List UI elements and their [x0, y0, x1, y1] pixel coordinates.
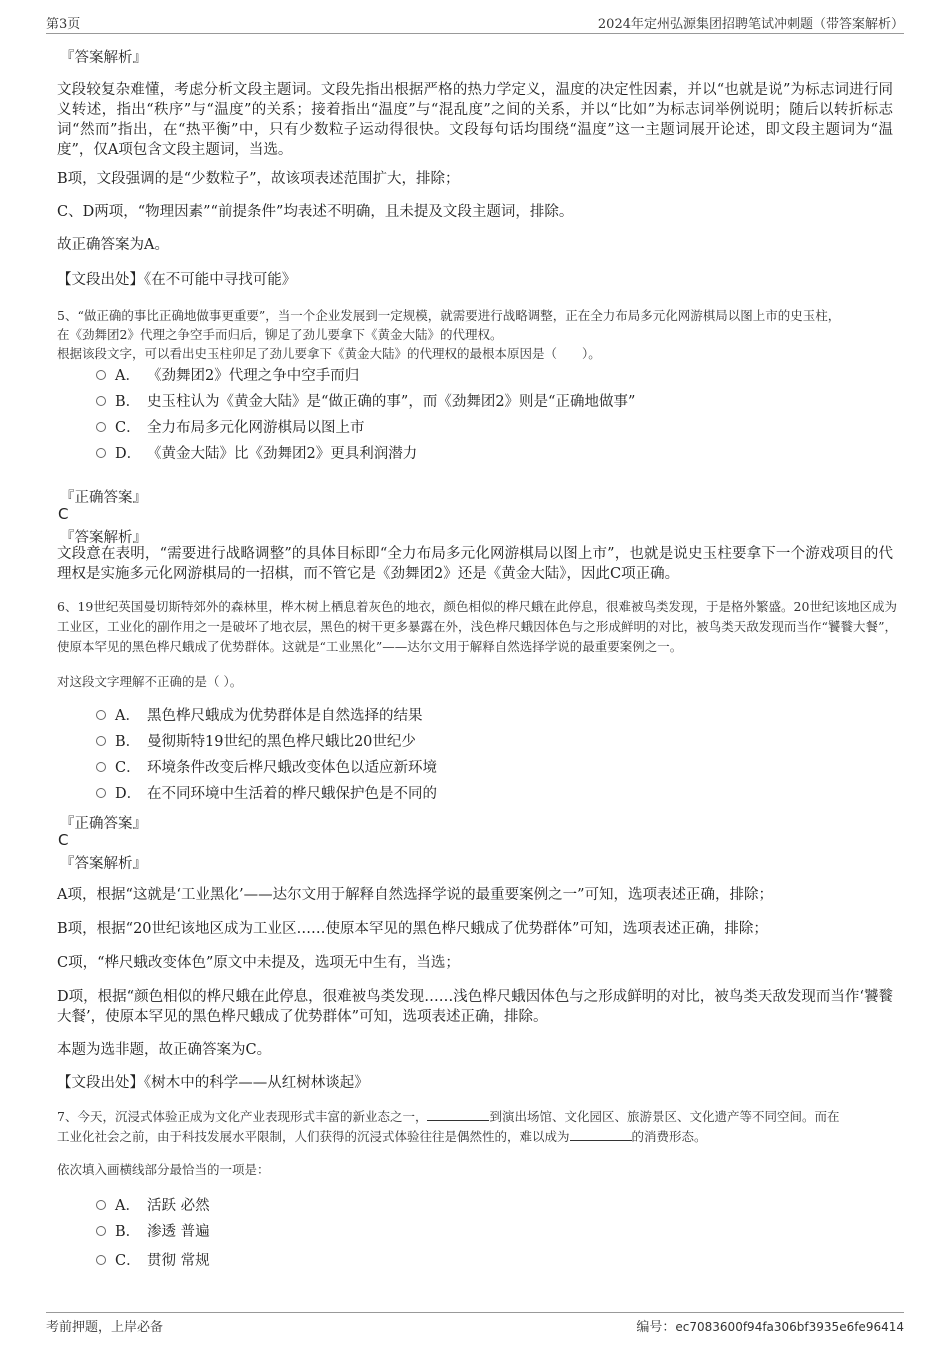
q4-analysis-cd: C、D两项，“物理因素”“前提条件”均表述不明确，且未提及文段主题词，排除。 — [57, 204, 574, 220]
q4-analysis-label: 『答案解析』 — [60, 50, 147, 66]
q7-option-b[interactable]: B． 渗透 普遍 — [96, 1222, 210, 1242]
q5-answer: C — [58, 505, 69, 523]
q4-conclusion: 故正确答案为A。 — [57, 237, 169, 253]
radio-icon[interactable] — [96, 422, 106, 432]
document-code: 编号：ec7083600f94fa306bf3935e6fe96414 — [636, 1320, 904, 1335]
document-title: 2024年定州弘源集团招聘笔试冲刺题（带答案解析） — [597, 17, 904, 32]
q6-question: 对这段文字理解不正确的是（ ）。 — [57, 674, 243, 689]
q5-option-a[interactable]: A． 《劲舞团2》代理之争中空手而归 — [96, 366, 359, 386]
q6-stem: 6、19世纪英国曼切斯特郊外的森林里，桦木树上栖息着灰色的地衣，颜色相似的桦尺蛾在此停息，很难被鸟类发现，于是格外繁盛。20世纪该地区成为工业区，工业化的副作用之一是破坏了地衣层，黑色的树干更多暴露在外，浅色桦尺蛾因体色与之形成鲜明的对比，被鸟类天敌发现而当作“饕餮大餐”，使原本罕见的黑色桦尺蛾成了优势群体。这就是“工业黑化”——达尔文用于解释自然选择学说的最重要案例之一。 — [57, 599, 897, 654]
radio-icon[interactable] — [96, 736, 106, 746]
q6-analysis-a: A项，根据“这就是‘工业黑化’——达尔文用于解释自然选择学说的最重要案例之一”可知，选项表述正确，排除； — [57, 887, 774, 903]
q7-option-c[interactable]: C． 贯彻 常规 — [96, 1251, 210, 1271]
q4-source: 【文段出处】《在不可能中寻找可能》 — [57, 272, 297, 288]
q6-option-a[interactable]: A． 黑色桦尺蛾成为优势群体是自然选择的结果 — [96, 706, 423, 726]
fill-blank-1[interactable] — [427, 1108, 489, 1121]
fill-blank-2[interactable] — [570, 1128, 632, 1141]
radio-icon[interactable] — [96, 370, 106, 380]
radio-icon[interactable] — [96, 1255, 106, 1265]
radio-icon[interactable] — [96, 710, 106, 720]
q6-analysis-b: B项，根据“20世纪该地区成为工业区……使原本罕见的黑色桦尺蛾成了优势群体”可知，选项表述正确，排除； — [57, 921, 768, 937]
q5-option-d[interactable]: D． 《黄金大陆》比《劲舞团2》更具利润潜力 — [96, 444, 417, 464]
q5-option-c[interactable]: C． 全力布局多元化网游棋局以图上市 — [96, 418, 365, 438]
q7-question: 依次填入画横线部分最恰当的一项是： — [57, 1162, 270, 1177]
radio-icon[interactable] — [96, 762, 106, 772]
radio-icon[interactable] — [96, 1200, 106, 1210]
radio-icon[interactable] — [96, 448, 106, 458]
q7-stem: 7、今天，沉浸式体验正成为文化产业表现形式丰富的新业态之一， 到演出场馆、文化园区、旅游景区、文化遗产等不同空间。而在 工业化社会之前，由于科技发展水平限制，人们获得的沉浸式体验往往是偶然性的，难以成为 的消费形态。 — [57, 1109, 840, 1144]
q7-option-a[interactable]: A． 活跃 必然 — [96, 1196, 210, 1216]
q6-conclusion: 本题为选非题，故正确答案为C。 — [57, 1042, 272, 1058]
q6-option-c[interactable]: C． 环境条件改变后桦尺蛾改变体色以适应新环境 — [96, 758, 437, 778]
q4-analysis-b: B项，文段强调的是“少数粒子”，故该项表述范围扩大，排除； — [57, 171, 460, 187]
page-footer — [46, 1312, 904, 1339]
page-header — [46, 13, 904, 34]
q6-answer-label: 『正确答案』 — [60, 816, 147, 832]
radio-icon[interactable] — [96, 1226, 106, 1236]
radio-icon[interactable] — [96, 788, 106, 798]
q6-analysis-d: D项，根据“颜色相似的桦尺蛾在此停息，很难被鸟类发现……浅色桦尺蛾因体色与之形成鲜明的对比，被鸟类天敌发现而当作‘饕餮大餐’，使原本罕见的黑色桦尺蛾成了优势群体”可知，选项表述正确，排除。 — [57, 989, 893, 1025]
q5-answer-label: 『正确答案』 — [60, 490, 147, 506]
q5-analysis-label: 『答案解析』 — [60, 530, 147, 546]
radio-icon[interactable] — [96, 396, 106, 406]
q4-analysis-paragraph: 文段较复杂难懂，考虑分析文段主题词。文段先指出根据严格的热力学定义，温度的决定性因素，并以“也就是说”为标志词进行同义转述，指出“秩序”与“温度”的关系；接着指出“温度”与“混乱度”之间的关系，并以“比如”为标志词举例说明；随后以转折标志词“然而”指出，在“热平衡”中，只有少数粒子运动得很快。文段每句话均围绕“温度”这一主题词展开论述，即文段主题词为“温度”，仅A项包含文段主题词，当选。 — [57, 82, 893, 158]
footer-slogan: 考前押题，上岸必备 — [46, 1320, 164, 1335]
q5-question: 根据该段文字，可以看出史玉柱卯足了劲儿要拿下《黄金大陆》的代理权的最根本原因是（ ）。 — [57, 346, 601, 361]
q5-stem-line-1: 5、“做正确的事比正确地做事更重要”，当一个企业发展到一定规模，就需要进行战略调整，正在全力布局多元化网游棋局以图上市的史玉柱， — [57, 308, 841, 323]
q6-option-d[interactable]: D． 在不同环境中生活着的桦尺蛾保护色是不同的 — [96, 784, 437, 804]
q6-answer: C — [58, 831, 69, 849]
q5-stem-line-2: 在《劲舞团2》代理之争空手而归后，铆足了劲儿要拿下《黄金大陆》的代理权。 — [57, 327, 503, 342]
page-number: 第3页 — [46, 17, 81, 32]
q6-analysis-c: C项，“桦尺蛾改变体色”原文中未提及，选项无中生有，当选； — [57, 955, 460, 971]
q5-option-b[interactable]: B． 史玉柱认为《黄金大陆》是“做正确的事”，而《劲舞团2》则是“正确地做事” — [96, 392, 635, 412]
q6-analysis-label: 『答案解析』 — [60, 856, 147, 872]
q5-analysis: 文段意在表明，“需要进行战略调整”的具体目标即“全力布局多元化网游棋局以图上市”，也就是说史玉柱要拿下一个游戏项目的代理权是实施多元化网游棋局的一招棋，而不管它是《劲舞团2》还是《黄金大陆》，因此C项正确。 — [57, 546, 893, 582]
q6-source: 【文段出处】《树木中的科学——从红树林谈起》 — [57, 1075, 369, 1091]
q6-option-b[interactable]: B． 曼彻斯特19世纪的黑色桦尺蛾比20世纪少 — [96, 732, 416, 752]
